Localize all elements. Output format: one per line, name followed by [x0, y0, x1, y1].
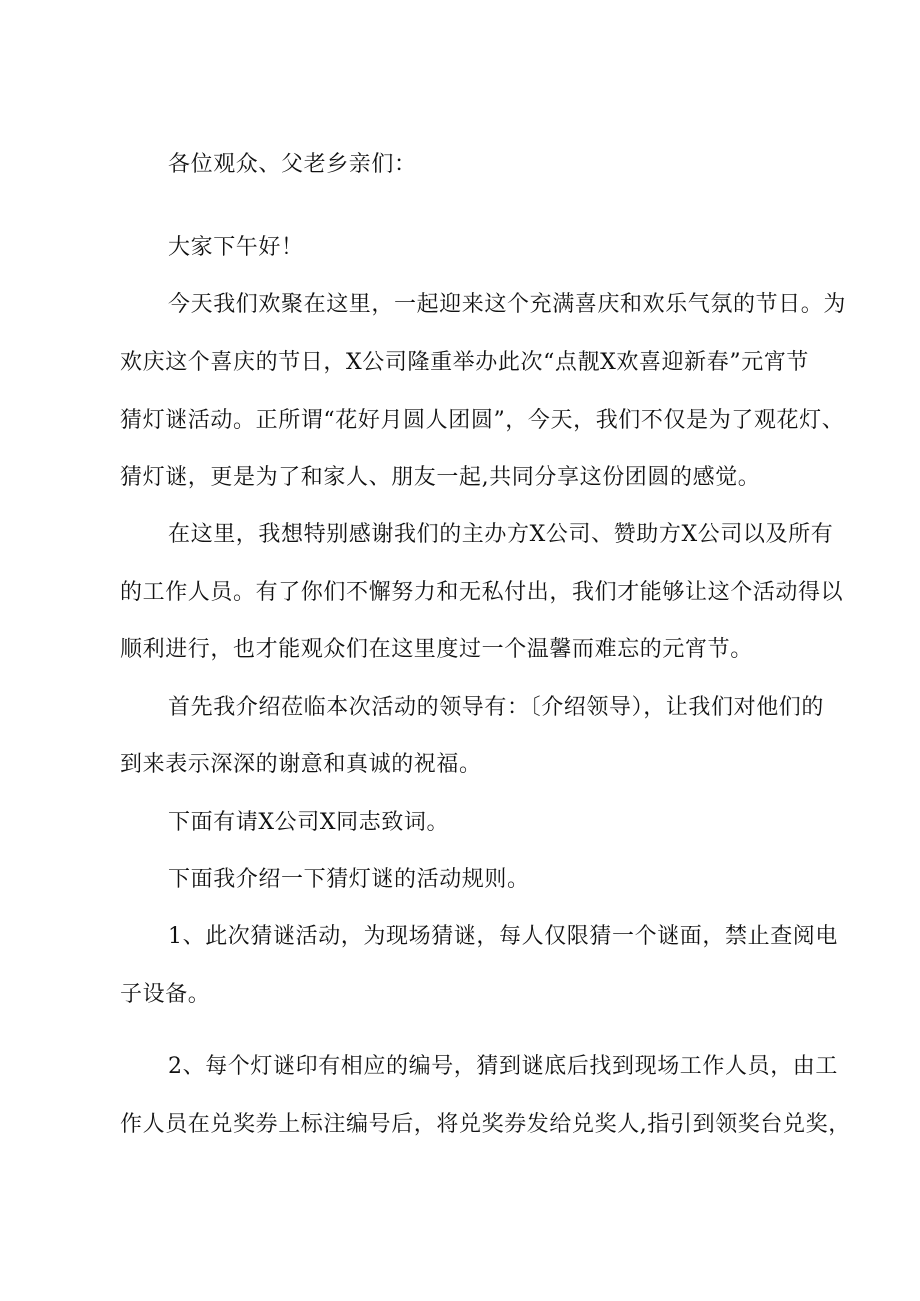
rule-2-line-2: 作人员在兑奖券上标注编号后，将兑奖券发给兑奖人,指引到领奖台兑奖， — [120, 1112, 851, 1137]
paragraph-1-line-1: 今天我们欢聚在这里，一起迎来这个充满喜庆和欢乐气氛的节日。为 — [168, 292, 847, 317]
paragraph-1-line-2: 欢庆这个喜庆的节日，X公司隆重举办此次“点靓X欢喜迎新春”元宵节 — [120, 350, 810, 375]
rules-intro-line: 下面我介绍一下猜灯谜的活动规则。 — [168, 867, 530, 892]
paragraph-2-line-1: 在这里，我想特别感谢我们的主办方X公司、赞助方X公司以及所有 — [168, 522, 834, 547]
paragraph-3-line-1: 首先我介绍莅临本次活动的领导有：〔介绍领导），让我们对他们的 — [168, 695, 825, 720]
paragraph-1-line-3: 猜灯谜活动。正所谓“花好月圆人团圆”，今天，我们不仅是为了观花灯、 — [120, 408, 845, 433]
speech-invitation-line: 下面有请X公司X同志致词。 — [168, 810, 450, 835]
rule-1-line-1: 1、此次猜谜活动，为现场猜谜，每人仅限猜一个谜面，禁止查阅电 — [168, 924, 838, 949]
rule-1-line-2: 子设备。 — [120, 982, 211, 1007]
paragraph-2-line-2: 的工作人员。有了你们不懈努力和无私付出，我们才能够让这个活动得以 — [120, 580, 844, 605]
greeting-line: 各位观众、父老乡亲们： — [168, 152, 417, 177]
paragraph-2-line-3: 顺利进行，也才能观众们在这里度过一个温馨而难忘的元宵节。 — [120, 637, 753, 662]
paragraph-1-line-4: 猜灯谜，更是为了和家人、朋友一起,共同分享这份团圆的感觉。 — [120, 465, 761, 490]
paragraph-3-line-2: 到来表示深深的谢意和真诚的祝福。 — [120, 752, 482, 777]
good-afternoon-line: 大家下午好！ — [168, 235, 304, 260]
rule-2-line-1: 2、每个灯谜印有相应的编号，猜到谜底后找到现场工作人员，由工 — [168, 1054, 838, 1079]
